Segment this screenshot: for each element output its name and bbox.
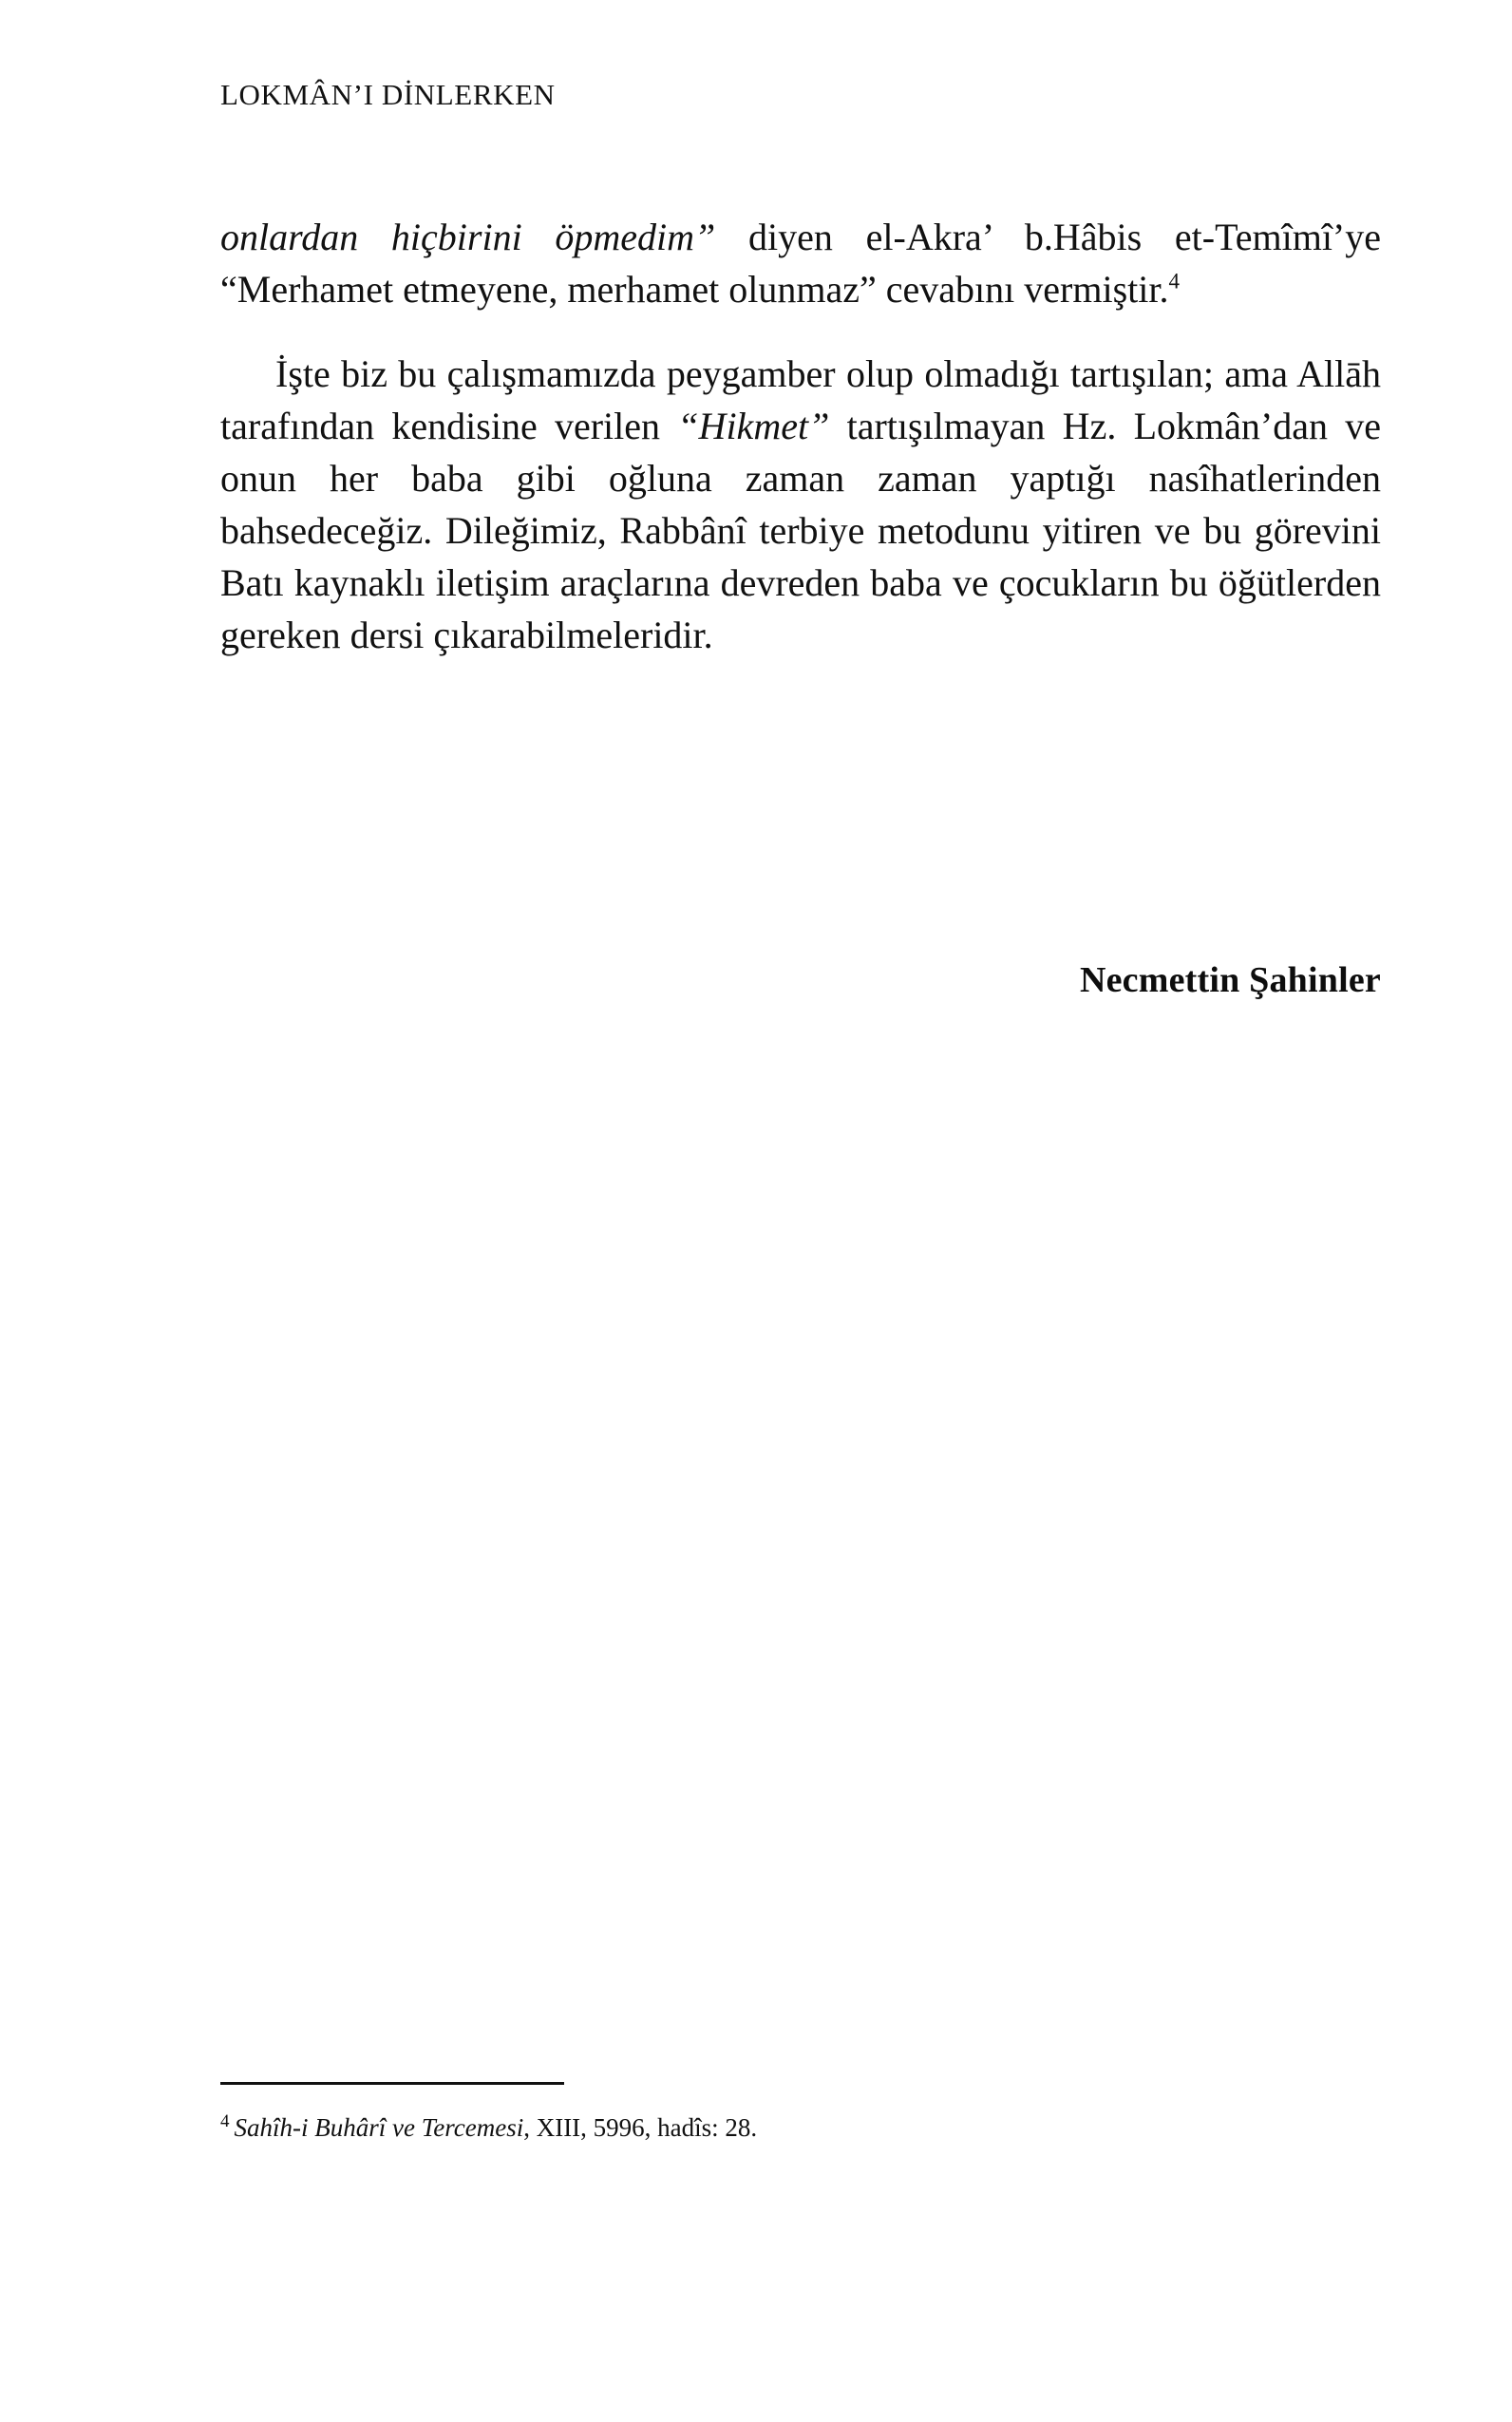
footnote-source-title: Sahîh-i Buhârî ve Tercemesi (234, 2113, 524, 2142)
body-text-block (220, 211, 1381, 661)
footnote-reference-marker[interactable]: 4 (1168, 269, 1180, 293)
paragraph-2-part-2: tartışılmayan Hz. Lokmân’dan ve onun her baba gibi oğluna zaman zaman yaptığı nasîhatlerinden bahsedeceğiz. Dileğimiz, Rabbânî terbiye metodunu yitiren ve bu görevini Batı kaynaklı iletişim araçlarına devreden baba ve çocukların bu öğütlerden gereken dersi çıkarabilmeleridir. (220, 405, 1381, 656)
paragraph-2-part-1: İşte biz bu çalışmamızda peygamber olup olmadığı tartışılan; ama Allāh tarafından kendisine verilen (220, 352, 1381, 447)
running-header: LOKMÂN’I DİNLERKEN (220, 78, 556, 111)
footnote-entry (220, 2111, 1381, 2144)
footnote-citation-details: , XIII, 5996, hadîs: 28. (523, 2113, 758, 2142)
paragraph-1-text: diyen el-Akra’ b.Hâbis et-Temîmî’ye “Merhamet etmeyene, merhamet olunmaz” cevabını vermiştir. (220, 216, 1382, 311)
quoted-hadith-italic: onlardan hiçbirini öpmedim” (220, 216, 716, 258)
footnote-area (220, 2082, 1381, 2144)
footnote-separator-rule (220, 2082, 564, 2085)
author-signature: Necmettin Şahinler (1079, 960, 1381, 1000)
footnote-number: 4 (220, 2111, 230, 2131)
paragraph-continuation (220, 211, 1381, 315)
hikmet-emphasis: “Hikmet” (677, 405, 830, 447)
paragraph-main (220, 348, 1381, 661)
